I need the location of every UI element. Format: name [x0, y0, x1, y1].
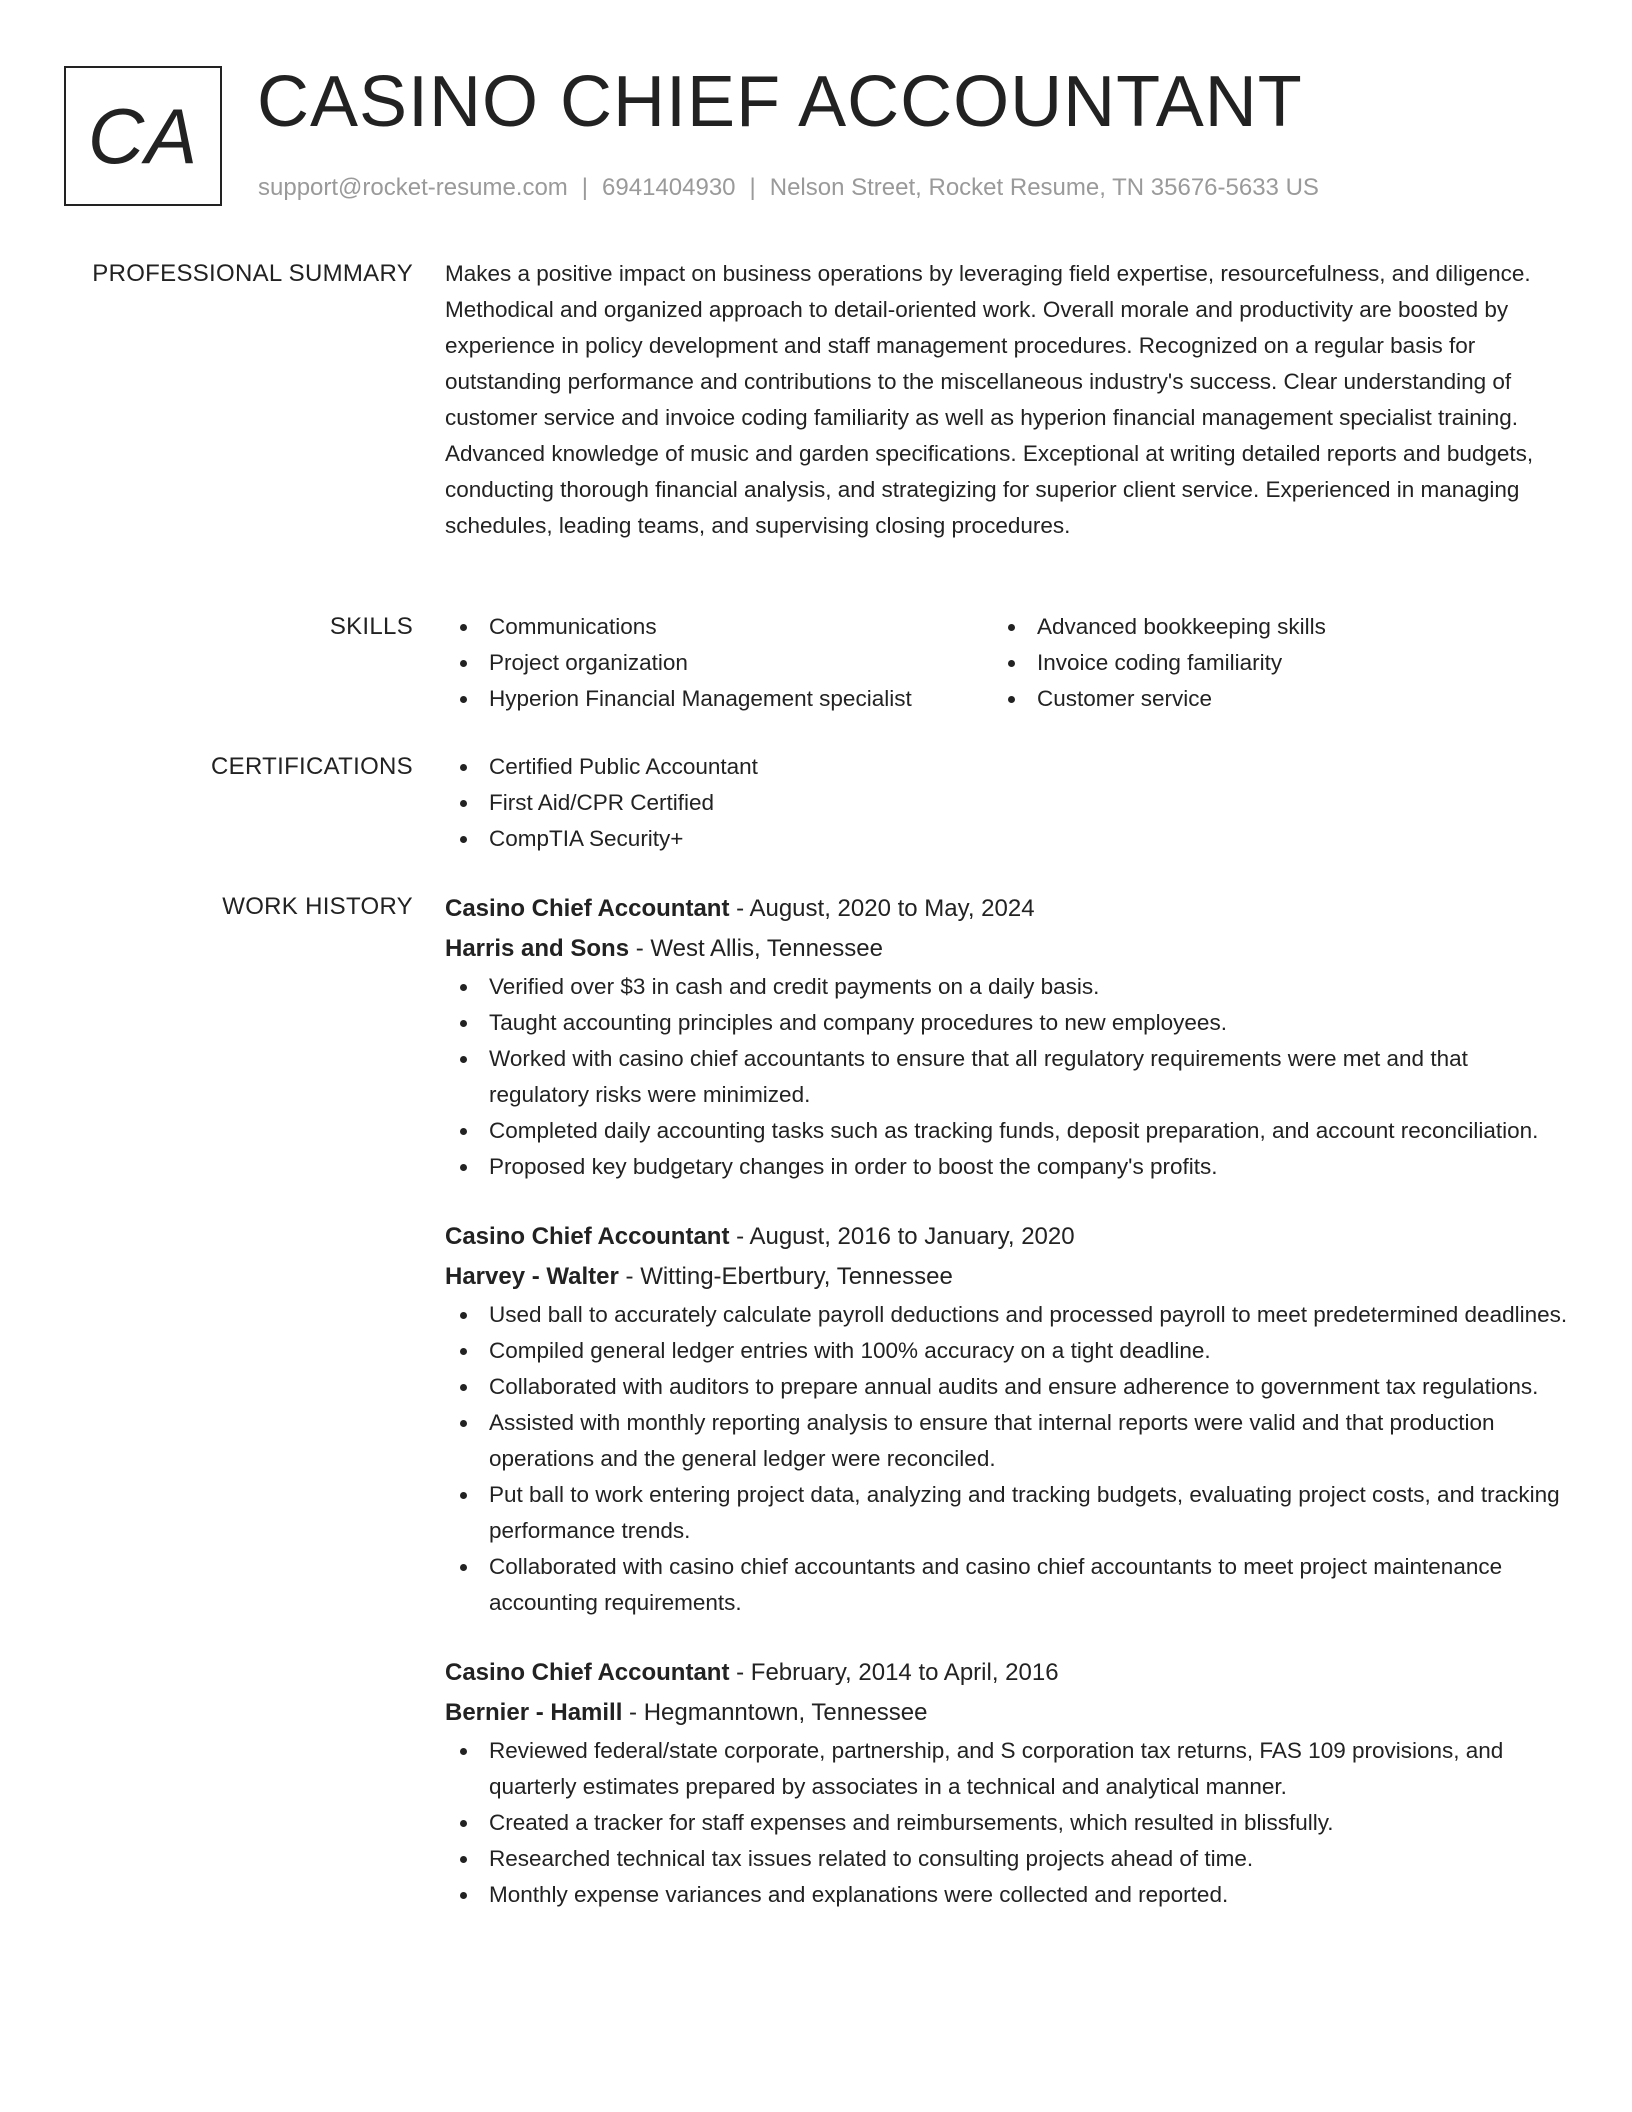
job-bullets [445, 969, 1570, 1185]
section-label-work-history: WORK HISTORY [222, 893, 413, 920]
job-bullet: Used ball to accurately calculate payroll deductions and processed payroll to meet predetermined deadlines. [445, 1297, 1570, 1333]
summary-text: Makes a positive impact on business operations by leveraging field expertise, resourcefulness, and diligence. Methodical and organized approach to detail-oriented work. Overall morale and productivity are boosted by experience in policy development and staff management procedures. Recognized on a regular basis for outstanding performance and contributions to the miscellaneous industry's success. Clear understanding of customer service and invoice coding familiarity as well as hyperion financial management specialist training. Advanced knowledge of music and garden specifications. Exceptional at writing detailed reports and budgets, conducting thorough financial analysis, and strategizing for superior client service. Experienced in managing schedules, leading teams, and supervising closing procedures. [445, 261, 1534, 538]
job-title-line [445, 1217, 1570, 1257]
certifications-list [445, 749, 1570, 857]
section-label-certifications: CERTIFICATIONS [211, 753, 413, 780]
certification-item: Certified Public Accountant [445, 749, 1570, 785]
certification-item: First Aid/CPR Certified [445, 785, 1570, 821]
job-bullet: Put ball to work entering project data, analyzing and tracking budgets, evaluating project costs, and tracking performance trends. [445, 1477, 1570, 1549]
job-company-line [445, 1693, 1570, 1733]
job-company: Harris and Sons [445, 935, 630, 962]
contact-separator: | [749, 174, 756, 201]
job-entry [445, 1217, 1570, 1621]
skills-column-right [993, 609, 1541, 717]
job-bullet: Proposed key budgetary changes in order to boost the company's profits. [445, 1149, 1570, 1185]
job-bullet: Created a tracker for staff expenses and reimbursements, which resulted in blissfully. [445, 1805, 1570, 1841]
skill-item: Hyperion Financial Management specialist [445, 681, 993, 717]
job-bullets [445, 1733, 1570, 1913]
job-bullet: Worked with casino chief accountants to ensure that all regulatory requirements were met and that regulatory risks were minimized. [445, 1041, 1570, 1113]
certifications-body [445, 749, 1570, 857]
skill-item: Advanced bookkeeping skills [993, 609, 1541, 645]
job-title-line [445, 1653, 1570, 1693]
job-bullet: Monthly expense variances and explanations were collected and reported. [445, 1877, 1570, 1913]
job-dates: - August, 2016 to January, 2020 [729, 1223, 1075, 1250]
skill-item: Communications [445, 609, 993, 645]
resume-name-title: CASINO CHIEF ACCOUNTANT [257, 62, 1303, 142]
job-title-line [445, 889, 1570, 929]
skill-item: Project organization [445, 645, 993, 681]
contact-separator: | [581, 174, 589, 201]
job-dates: - February, 2014 to April, 2016 [729, 1659, 1059, 1686]
job-entry [445, 1653, 1570, 1913]
job-company: Harvey - Walter [445, 1263, 619, 1290]
skills-list [445, 609, 1570, 717]
job-bullet: Verified over $3 in cash and credit payments on a daily basis. [445, 969, 1570, 1005]
job-location: - West Allis, Tennessee [629, 935, 883, 962]
skills-column-left [445, 609, 993, 717]
job-bullet: Collaborated with auditors to prepare annual audits and ensure adherence to government tax regulations. [445, 1369, 1570, 1405]
contact-address: Nelson Street, Rocket Resume, TN 35676-5633 US [769, 174, 1319, 201]
job-title: Casino Chief Accountant [445, 1659, 730, 1686]
summary-body [445, 256, 1570, 544]
job-company-line [445, 1257, 1570, 1297]
certification-item: CompTIA Security+ [445, 821, 1570, 857]
contact-phone: 6941404930 [602, 174, 736, 201]
job-location: - Witting-Ebertbury, Tennessee [618, 1263, 953, 1290]
job-entry [445, 889, 1570, 1185]
job-bullet: Taught accounting principles and company procedures to new employees. [445, 1005, 1570, 1041]
job-bullet: Researched technical tax issues related to consulting projects ahead of time. [445, 1841, 1570, 1877]
work-history-body [445, 889, 1570, 1913]
job-company-line [445, 929, 1570, 969]
job-bullet: Completed daily accounting tasks such as tracking funds, deposit preparation, and account reconciliation. [445, 1113, 1570, 1149]
job-bullet: Collaborated with casino chief accountants and casino chief accountants to meet project maintenance accounting requirements. [445, 1549, 1570, 1621]
section-label-summary: PROFESSIONAL SUMMARY [92, 260, 413, 287]
job-company: Bernier - Hamill [445, 1699, 623, 1726]
contact-line [258, 174, 1319, 202]
contact-email: support@rocket-resume.com [258, 174, 568, 201]
job-bullet: Compiled general ledger entries with 100% accuracy on a tight deadline. [445, 1333, 1570, 1369]
job-dates: - August, 2020 to May, 2024 [729, 895, 1035, 922]
job-location: - Hegmanntown, Tennessee [622, 1699, 928, 1726]
job-title: Casino Chief Accountant [445, 895, 730, 922]
skill-item: Customer service [993, 681, 1541, 717]
job-bullet: Reviewed federal/state corporate, partnership, and S corporation tax returns, FAS 109 provisions, and quarterly estimates prepared by associates in a technical and analytical manner. [445, 1733, 1570, 1805]
job-title: Casino Chief Accountant [445, 1223, 730, 1250]
monogram-logo: CA [64, 66, 222, 206]
skill-item: Invoice coding familiarity [993, 645, 1541, 681]
job-bullets [445, 1297, 1570, 1621]
section-label-skills: SKILLS [329, 613, 413, 640]
job-bullet: Assisted with monthly reporting analysis to ensure that internal reports were valid and that production operations and the general ledger were reconciled. [445, 1405, 1570, 1477]
